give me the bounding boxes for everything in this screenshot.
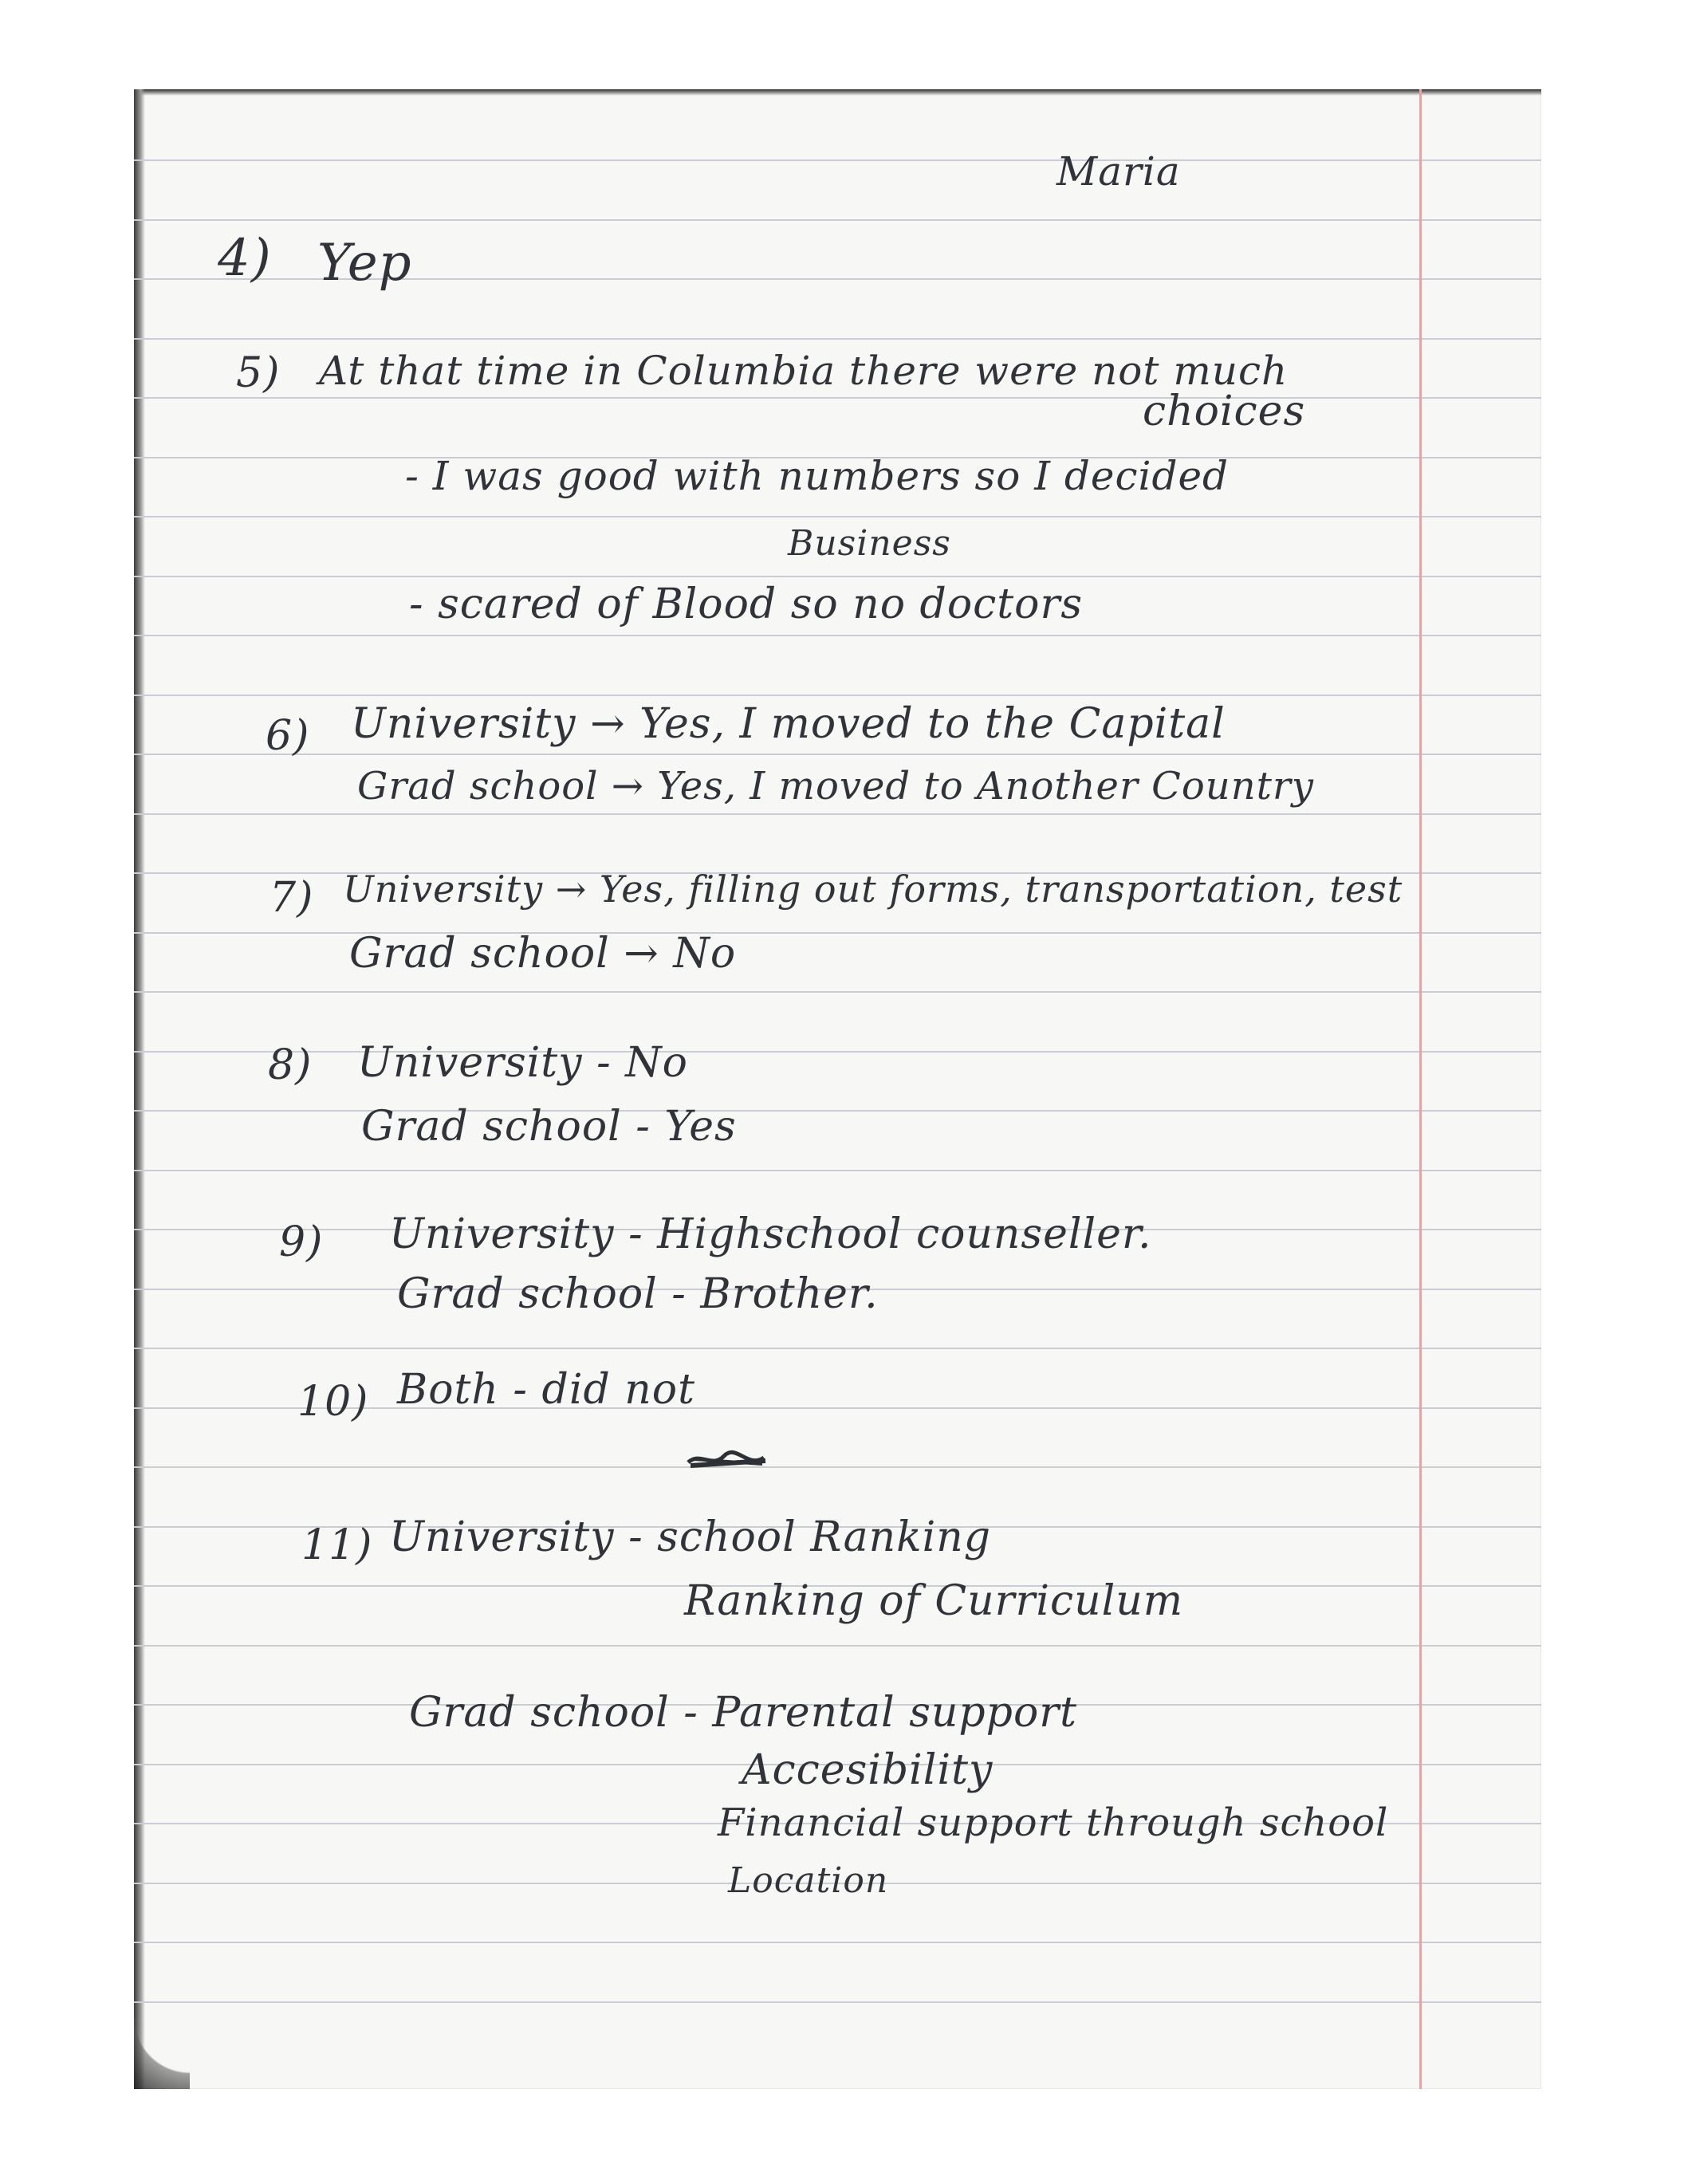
ruled-line (134, 397, 1541, 399)
answer-11-line-4: Accesibility (742, 1746, 994, 1794)
ruled-line (134, 516, 1541, 517)
answer-5-line-2: choices (1143, 388, 1306, 435)
ruled-line (134, 1170, 1541, 1171)
answer-11-line-5: Financial support through school (718, 1800, 1389, 1845)
answer-10-number: 10) (297, 1378, 369, 1426)
answer-8-line-1: University - No (357, 1039, 688, 1087)
ruled-line (134, 754, 1541, 755)
answer-11-line-2: Ranking of Curriculum (684, 1577, 1184, 1625)
ruled-line (134, 932, 1541, 934)
ruled-line (134, 1348, 1541, 1349)
ruled-line (134, 1645, 1541, 1647)
answer-11-line-1: University - school Ranking (389, 1513, 991, 1561)
answer-5-line-4: Business (788, 523, 951, 564)
answer-7-line-1: University → Yes, filling out forms, transportation, test (343, 868, 1403, 911)
answer-9-line-2: Grad school - Brother. (397, 1270, 879, 1318)
answer-7-line-2: Grad school → No (349, 930, 737, 978)
page-spine-shadow (134, 89, 145, 2089)
ruled-line (134, 635, 1541, 636)
answer-8-number: 8) (268, 1041, 313, 1089)
answer-6-line-1: University → Yes, I moved to the Capital (351, 700, 1226, 748)
ruled-line (134, 695, 1541, 696)
answer-4-line-1: Yep (317, 234, 412, 293)
notebook-page (134, 89, 1541, 2089)
answer-5-line-5: - scared of Blood so no doctors (409, 580, 1084, 628)
ruled-line (134, 576, 1541, 577)
ruled-line (134, 813, 1541, 815)
answer-6-line-2: Grad school → Yes, I moved to Another Country (357, 764, 1314, 809)
ruled-line (134, 219, 1541, 221)
answer-5-line-1: At that time in Columbia there were not much (319, 348, 1289, 394)
page-corner-fold (134, 2017, 190, 2089)
ruled-line (134, 159, 1541, 161)
answer-6-number: 6) (266, 712, 310, 760)
ruled-line (134, 338, 1541, 340)
ruled-line (134, 991, 1541, 993)
answer-7-number: 7) (270, 874, 314, 922)
answer-5-number: 5) (236, 349, 281, 397)
answer-5-line-3: - I was good with numbers so I decided (405, 453, 1230, 499)
answer-11-line-6: Location (728, 1860, 889, 1901)
answer-4-number: 4) (218, 229, 272, 288)
answer-9-number: 9) (279, 1218, 324, 1266)
ruled-line (134, 2001, 1541, 2003)
answer-9-line-1: University - Highschool counseller. (389, 1210, 1152, 1258)
answer-8-line-2: Grad school - Yes (361, 1103, 737, 1151)
page-top-shadow (134, 89, 1541, 96)
ruled-line (134, 1942, 1541, 1943)
answer-11-line-3: Grad school - Parental support (409, 1689, 1078, 1737)
author-name: Maria (1056, 148, 1181, 195)
answer-10-line-1: Both - did not (397, 1366, 695, 1414)
answer-11-number: 11) (301, 1521, 373, 1569)
crossed-out-scribble (684, 1445, 772, 1477)
ruled-line (134, 1466, 1541, 1468)
ruled-line (134, 1110, 1541, 1112)
ruled-line (134, 1051, 1541, 1053)
margin-line (1419, 89, 1422, 2089)
